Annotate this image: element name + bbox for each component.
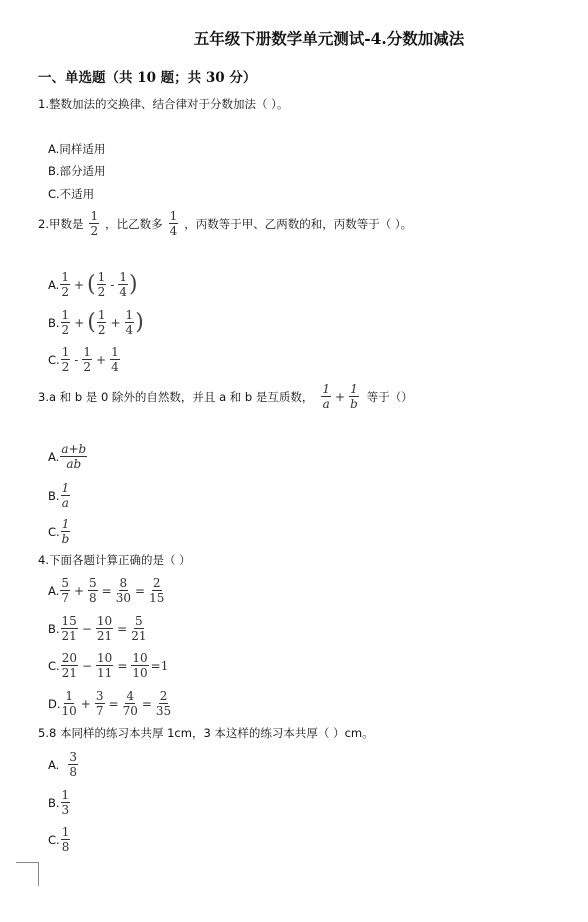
q1-option-c[interactable]: C.不适用 — [48, 187, 95, 201]
q2-option-a[interactable]: A. $\frac{1}{2}$ + ( $\frac{1}{2}$ - $\frac{1}{4}$ ) — [48, 270, 138, 299]
q1-option-a[interactable]: A.同样适用 — [48, 142, 106, 156]
q4-option-a[interactable]: A. $\frac{5}{7}$ + $\frac{5}{8}$ = $\frac{8}{30}$ = $\frac{2}{15}$ — [48, 576, 165, 605]
q2-text-3: ，丙数等于甲、乙两数的和，丙数等于（ ）。 — [184, 216, 413, 231]
section-heading: 一、单选题（共 10 题；共 30 分） — [38, 70, 257, 86]
q3-option-b[interactable]: B. $\frac{1}{a}$ — [48, 481, 70, 510]
question-2 — [38, 210, 412, 237]
q3-text-2: 等于（） — [366, 389, 413, 404]
q4-option-d[interactable]: D. $\frac{1}{10}$ + $\frac{3}{7}$ = $\frac{4}{70}$ = $\frac{2}{35}$ — [48, 689, 172, 718]
q2-fraction-quarter: $\frac{1}{4}$ — [169, 209, 178, 238]
q4-option-c[interactable]: C. $\frac{20}{21}$ − $\frac{10}{11}$ = $\frac{10}{10}$ =1 — [48, 651, 169, 680]
q5-option-c[interactable]: C. $\frac{1}{8}$ — [48, 825, 70, 854]
q3-option-c[interactable]: C. $\frac{1}{b}$ — [48, 517, 70, 546]
document-title: 五年级下册数学单元测试-4.分数加减法 — [193, 29, 465, 48]
question-4: 4.下面各题计算正确的是（ ） — [38, 553, 191, 567]
q2-fraction-half: $\frac{1}{2}$ — [90, 209, 99, 238]
q3-text-1: 3.a 和 b 是 0 除外的自然数，并且 a 和 b 是互质数， — [38, 389, 314, 404]
q1-option-b[interactable]: B.部分适用 — [48, 164, 106, 178]
question-3: 3.a 和 b 是 0 除外的自然数，并且 a 和 b 是互质数， $\frac{1}{a}$ + $\frac{1}{b}$ 等于（） — [38, 382, 413, 411]
q2-option-b[interactable]: B. $\frac{1}{2}$ + ( $\frac{1}{2}$ + $\frac{1}{4}$ ) — [48, 308, 144, 337]
question-1: 1.整数加法的交换律、结合律对于分数加法（ ）。 — [38, 97, 289, 111]
q2-text-2: ，比乙数多 — [105, 216, 163, 231]
q3-option-a[interactable]: A. $\frac{a+b}{ab}$ — [48, 442, 87, 471]
q2-text-1: 2.甲数是 — [38, 216, 84, 231]
q4-option-b[interactable]: B. $\frac{15}{21}$ − $\frac{10}{21}$ = $\frac{5}{21}$ — [48, 614, 147, 643]
q2-option-c[interactable]: C. $\frac{1}{2}$ - $\frac{1}{2}$ + $\frac{1}{4}$ — [48, 345, 119, 374]
q5-option-b[interactable]: B. $\frac{1}{3}$ — [48, 788, 70, 817]
page-corner-mark-horizontal — [16, 862, 39, 863]
page-corner-mark-vertical — [38, 862, 39, 886]
question-5: 5.8 本同样的练习本共厚 1cm，3 本这样的练习本共厚（ ）cm。 — [38, 726, 374, 740]
q5-option-a[interactable]: A. $\frac{3}{8}$ — [48, 750, 77, 779]
